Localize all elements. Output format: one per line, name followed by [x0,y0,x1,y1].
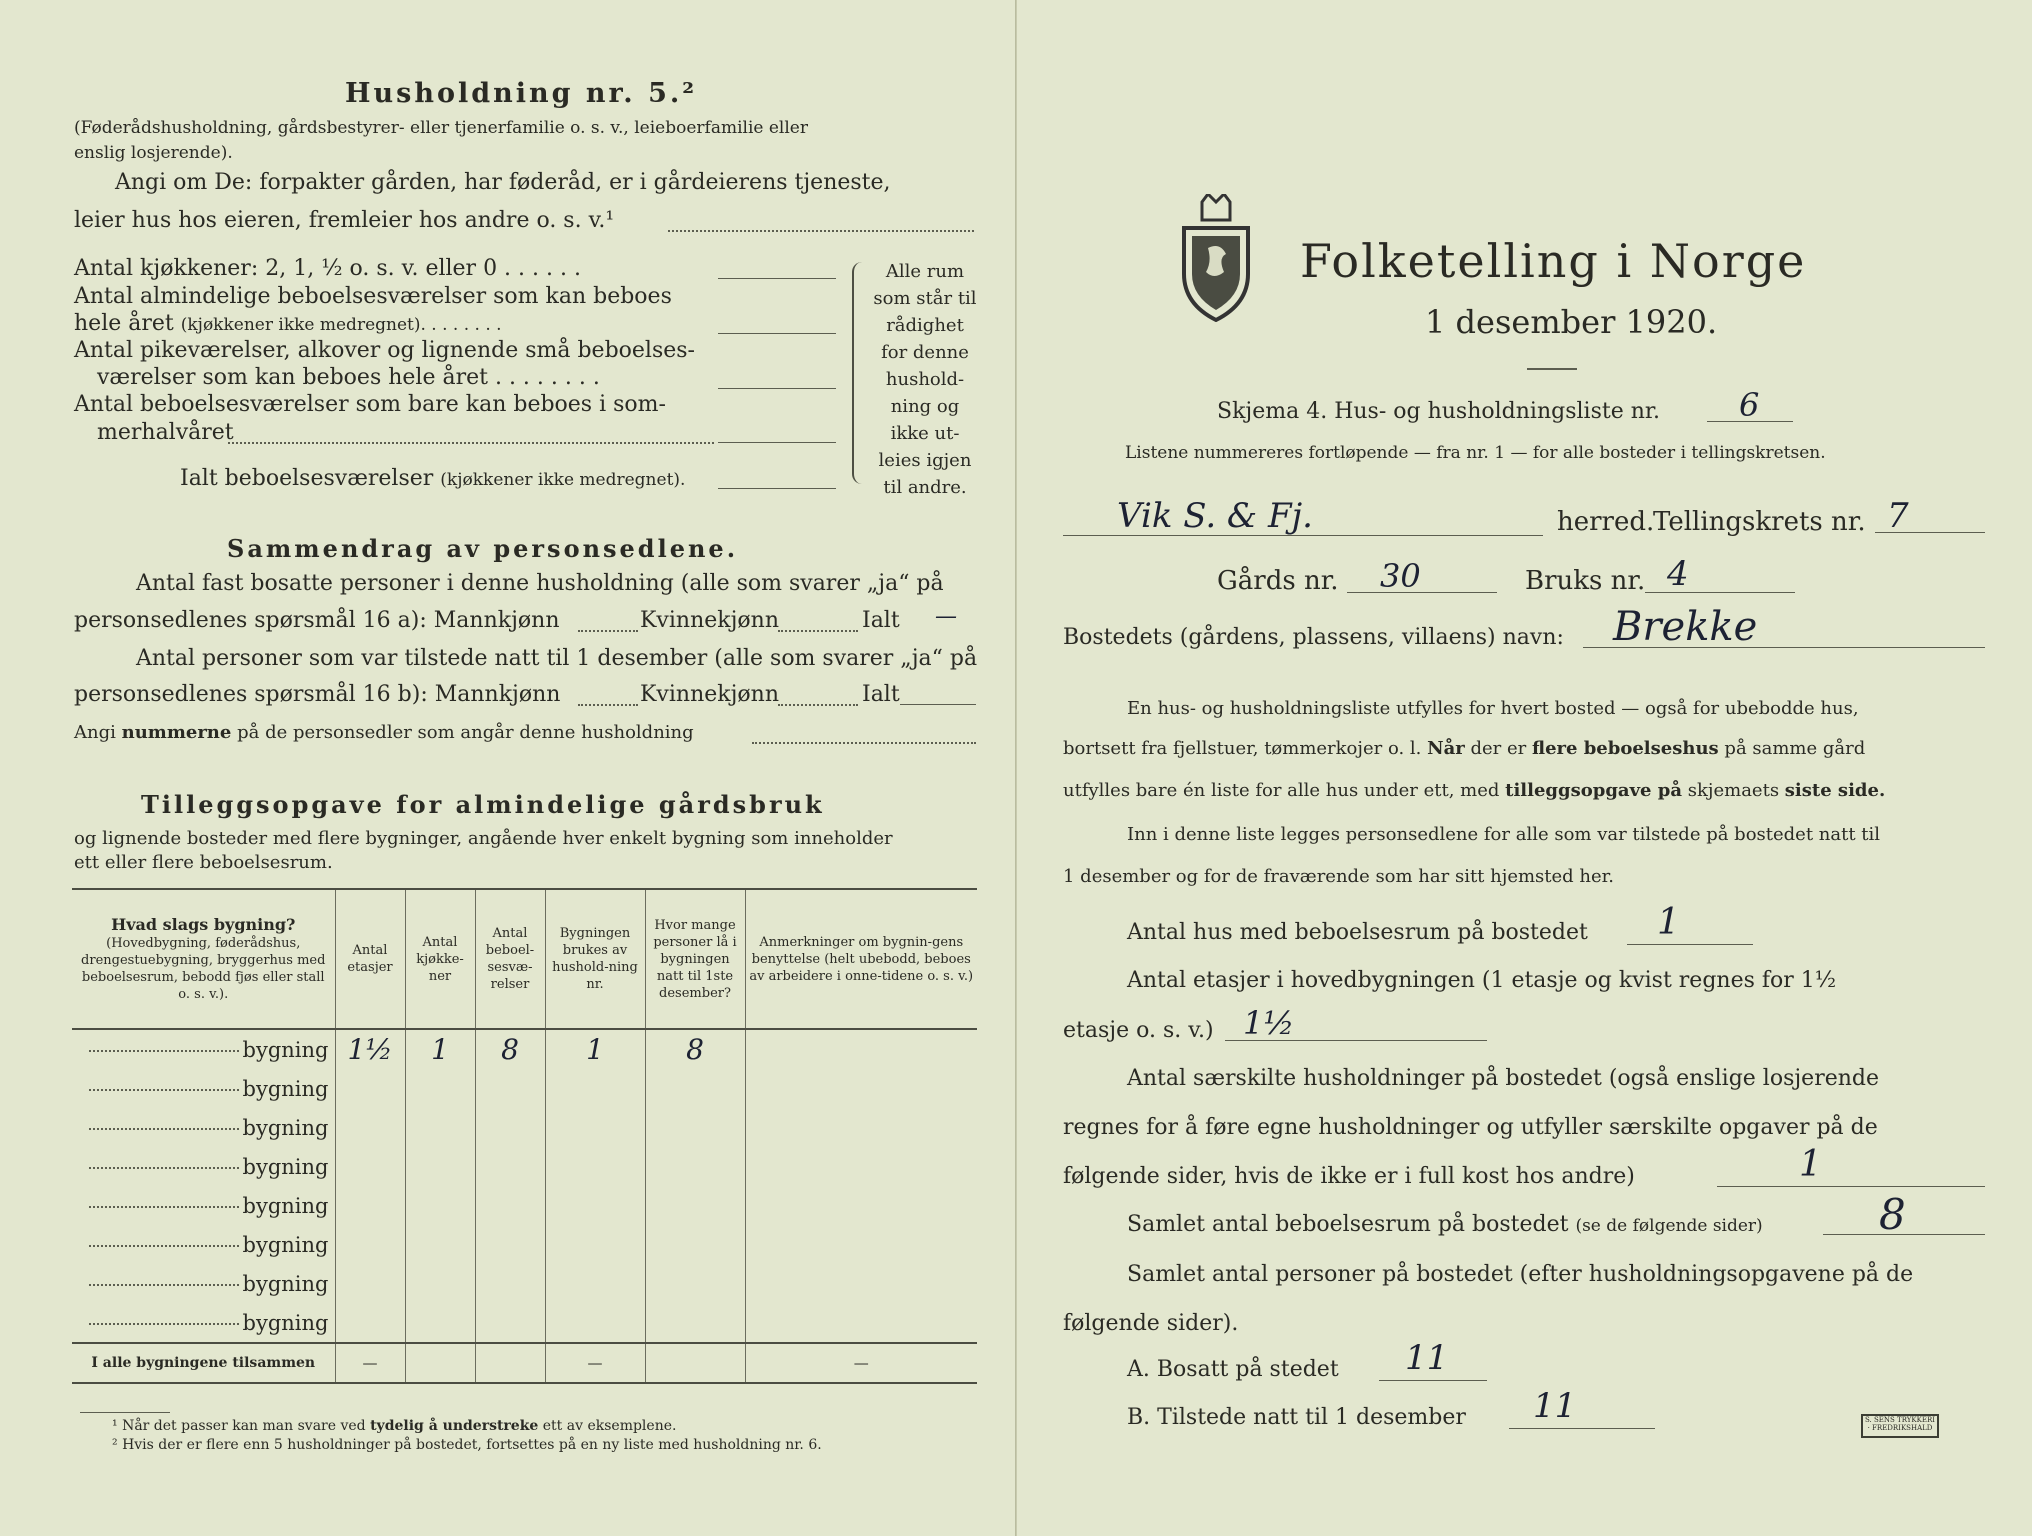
herred-value: Vik S. & Fj. [1117,496,1313,536]
present-value: 11 [1533,1386,1577,1426]
census-title: Folketelling i Norge [1300,234,1807,288]
building-table [72,888,977,1384]
farm-number-label: Gårds nr. [1217,566,1339,596]
district-value: 7 [1887,496,1909,536]
col-persons: Hvor mange personer lå i bygningen natt til 1ste desember? [645,889,745,1029]
table-row: bygning [72,1108,977,1147]
floors-label-1: Antal etasjer i hovedbygningen (1 etasje og kvist regnes for 1½ [1127,968,1837,993]
kitchens-label: Antal kjøkkener: 2, 1, ½ o. s. v. eller 0 . . . . . . [74,256,581,281]
table-row: bygning [72,1303,977,1343]
person-numbers-label: Angi nummerne på de personsedler som angår denne husholdning [74,722,694,743]
houses-line [1627,944,1753,945]
houses-value: 1 [1657,902,1680,943]
para-1b: bortsett fra fjellstuer, tømmerkojer o. l. Når der er flere beboelseshus på samme gård [1063,738,1866,759]
female-label-1: Kvinnekjønn [640,608,779,633]
farm-supplement-line-2: ett eller flere beboelsesrum. [74,852,333,873]
maid-rooms-label-2: værelser som kan beboes hele året . . . . . . . . [97,365,600,390]
para-2b: 1 desember og for de fraværende som har sitt hjemsted her. [1063,866,1614,887]
printer-stamp: S. SENS TRYKKERI · FREDRIKSHALD [1861,1414,1939,1438]
farm-supplement-line-1: og lignende bosteder med flere bygninger, angående hver enkelt bygning som inneholder [74,828,893,849]
residence-name-value: Brekke [1613,604,1758,650]
houses-label: Antal hus med beboelsesrum på bostedet [1127,920,1588,945]
residence-name-label: Bostedets (gårdens, plassens, villaens) navn: [1063,625,1564,650]
col-building-type: Hvad slags bygning? (Hovedbygning, føderådshus, drengestuebygning, bryggerhus med beboelsesrum, bebodd fjøs eller stall o. s. v.). [72,889,335,1029]
census-date: 1 desember 1920. [1425,303,1718,341]
households-label-3: følgende sider, hvis de ikke er i full kost hos andre) [1063,1164,1635,1189]
rooms-answer-line [718,333,836,334]
resident-value: 11 [1405,1338,1449,1378]
households-label-1: Antal særskilte husholdninger på bostedet (også enslige losjerende [1127,1066,1880,1091]
total-rooms-label: Ialt beboelsesværelser (kjøkkener ikke medregnet). [180,466,686,491]
col-household-no: Bygningen brukes av hushold-ning nr. [545,889,645,1029]
farm-number-value: 30 [1380,557,1421,595]
col-remarks: Anmerkninger om bygnin-gens benyttelse (helt ubebodd, beboes av arbeidere i onne-tidene o. s. v.) [745,889,977,1029]
summer-rooms-answer-line [718,442,836,443]
person-numbers-line [752,742,976,744]
households-label-2: regnes for å føre egne husholdninger og utfyller særskilte opgaver på de [1063,1115,1878,1140]
title-divider [1527,368,1577,370]
present-label: B. Tilstede natt til 1 desember [1127,1405,1466,1430]
floors-label-2: etasje o. s. v.) [1063,1018,1214,1043]
table-row: bygning [72,1264,977,1303]
numbering-instructions: Listene nummereres fortløpende — fra nr. 1 — for alle bosteder i tellingskretsen. [1125,443,1826,463]
para-2a: Inn i denne liste legges personsedlene for alle som var tilstede på bostedet natt til [1127,824,1881,845]
total-present-line [900,704,976,705]
total-rooms-answer-line [718,488,836,489]
holding-number-label: Bruks nr. [1525,566,1646,596]
floors-value: 1½ [1243,1004,1295,1042]
farm-number-line [1347,592,1497,593]
summary-line-1a: Antal fast bosatte personer i denne husholdning (alle som svarer „ja“ på [136,571,944,596]
holding-number-value: 4 [1667,554,1689,594]
district-label: Tellingskrets nr. [1653,507,1866,537]
total-label-1: Ialt [862,608,900,633]
household-subtitle-1: (Føderådshusholdning, gårdsbestyrer- eller tjenerfamilie o. s. v., leieboerfamilie eller [74,118,808,138]
rooms-label-1: Antal almindelige beboelsesværelser som kan beboes [74,284,672,309]
schema-label: Skjema 4. Hus- og husholdningsliste nr. [1217,399,1660,424]
angi-line-1: Angi om De: forpakter gården, har føderåd, er i gårdeierens tjeneste, [115,170,891,195]
table-row: bygning [72,1225,977,1264]
total-rooms-value-right: 8 [1879,1190,1906,1239]
households-line [1717,1186,1985,1187]
brace-icon [852,262,864,484]
kitchens-answer-line [718,278,836,279]
angi-answer-line [668,230,974,232]
farm-supplement-title: Tilleggsopgave for almindelige gårdsbruk [141,790,825,819]
female-present-line [778,704,858,706]
col-rooms: Antal beboel-sesvæ-relser [475,889,545,1029]
resident-line [1379,1380,1487,1381]
col-kitchens: Antal kjøkke-ner [405,889,475,1029]
resident-label: A. Bosatt på stedet [1127,1357,1339,1382]
persons-label-1: Samlet antal personer på bostedet (efter husholdningsopgavene på de [1127,1262,1914,1287]
table-sum-row: I alle bygningene tilsammen — — — [72,1343,977,1383]
table-row: bygning 1½ 1 8 1 8 [72,1029,977,1069]
total-resident-value: — [935,604,957,629]
female-resident-line [778,630,858,632]
summary-title: Sammendrag av personsedlene. [227,534,739,563]
table-row: bygning [72,1069,977,1108]
summer-rooms-label-2: merhalvåret [97,420,234,445]
maid-rooms-answer-line [718,388,836,389]
angi-line-2: leier hus hos eieren, fremleier hos andre o. s. v.¹ [74,208,615,233]
households-value: 1 [1799,1144,1822,1185]
right-page [1016,0,2032,1536]
total-rooms-label-right: Samlet antal beboelsesrum på bostedet (se de følgende sider) [1127,1212,1763,1237]
table-row: bygning [72,1147,977,1186]
schema-number-value: 6 [1739,386,1760,424]
brace-note: Alle rum som står til rådighet for denne hushold- ning og ikke ut- leies igjen til andre. [873,261,977,498]
footnote-2: ² Hvis der er flere enn 5 husholdninger på bostedet, fortsettes på en ny liste med husholdning nr. 6. [112,1437,822,1453]
female-label-2: Kvinnekjønn [640,682,779,707]
footnote-1: ¹ Når det passer kan man svare ved tydelig å understreke ett av eksemplene. [112,1418,677,1434]
male-present-line [578,704,638,706]
summer-rooms-dots [228,442,714,444]
summer-rooms-label-1: Antal beboelsesværelser som bare kan beboes i som- [74,392,666,417]
household-title: Husholdning nr. 5.² [345,78,698,109]
rooms-label-2: hele året (kjøkkener ikke medregnet). . . . . . . . [74,311,502,336]
total-label-2: Ialt [862,682,900,707]
coat-of-arms-icon [1178,194,1254,322]
summary-line-1b: personsedlenes spørsmål 16 a): Mannkjønn [74,608,560,633]
para-1c: utfylles bare én liste for alle hus under ett, med tilleggsopgave på skjemaets siste side. [1063,780,1886,801]
herred-label: herred. [1557,507,1655,537]
male-resident-line [578,630,638,632]
maid-rooms-label-1: Antal pikeværelser, alkover og lignende små beboelses- [74,338,695,363]
summary-line-2a: Antal personer som var tilstede natt til 1 desember (alle som svarer „ja“ på [136,646,978,671]
footnote-divider [80,1412,170,1413]
para-1a: En hus- og husholdningsliste utfylles for hvert bosted — også for ubebodde hus, [1127,698,1859,719]
present-line [1509,1428,1655,1429]
col-floors: Antal etasjer [335,889,405,1029]
household-subtitle-2: enslig losjerende). [74,143,233,163]
table-row: bygning [72,1186,977,1225]
persons-label-2: følgende sider). [1063,1311,1239,1336]
summary-line-2b: personsedlenes spørsmål 16 b): Mannkjønn [74,682,561,707]
